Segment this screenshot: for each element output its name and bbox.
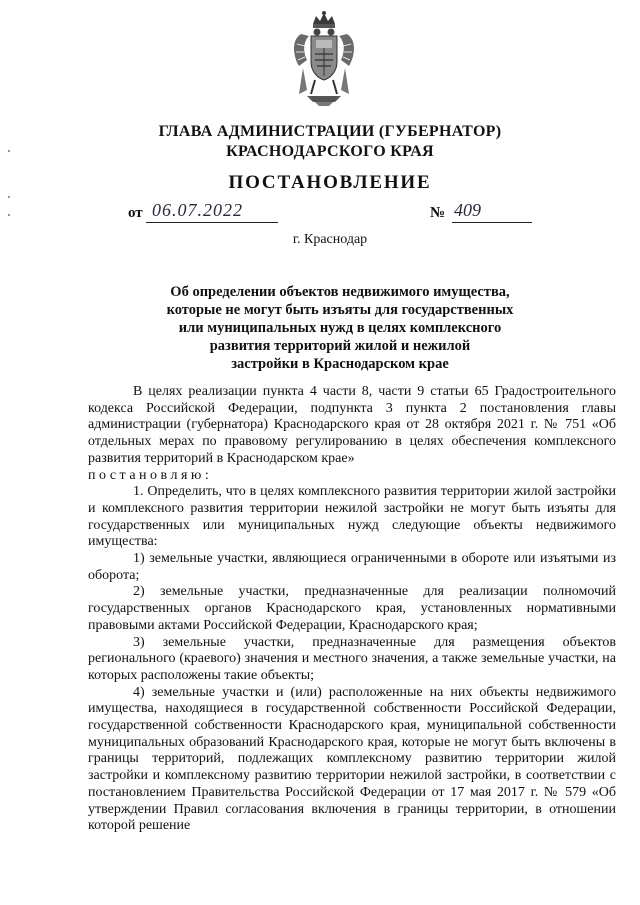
city-line: г. Краснодар — [292, 232, 368, 247]
scan-mark — [8, 196, 10, 198]
document-date: 06.07.2022 — [146, 200, 278, 223]
scan-mark — [8, 214, 10, 216]
scan-mark — [8, 150, 10, 152]
authority-line-2: КРАСНОДАРСКОГО КРАЯ — [226, 143, 434, 160]
coat-of-arms-emblem — [289, 10, 359, 108]
title-line: развития территорий жилой и нежилой — [209, 338, 471, 354]
subclause-3-paragraph: 3) земельные участки, предназначенные для размещения объектов регионального (краевого) значения и местного значения, а также земельные участки, на которых расположены такие объекты; — [88, 634, 616, 683]
subclause-2-paragraph: 2) земельные участки, предназначенные для реализации полномочий государственных органов Краснодарского края, установленных нормативными правовыми актами Российской Федерации, Краснодарского края; — [88, 584, 616, 633]
clause-1-paragraph: 1. Определить, что в целях комплексного развития территории жилой застройки и комплексного развития территории нежилой застройки не могут быть изъяты для государственных или муниципальных нужд следующие объекты недвижимого имущества: — [88, 484, 616, 550]
title-line: которые не могут быть изъяты для государственных — [166, 302, 514, 318]
subclause-1-paragraph: 1) земельные участки, являющиеся ограниченными в обороте или изъятыми из оборота; — [88, 551, 616, 583]
document-number: 409 — [452, 200, 532, 223]
authority-line-1: ГЛАВА АДМИНИСТРАЦИИ (ГУБЕРНАТОР) — [158, 123, 502, 140]
document-body — [88, 384, 616, 835]
number-prefix: № — [430, 205, 446, 221]
title-line: Об определении объектов недвижимого имущества, — [170, 284, 510, 300]
date-prefix: от — [128, 205, 143, 221]
document-title — [150, 283, 530, 373]
subclause-4-paragraph: 4) земельные участки и (или) расположенные на них объекты недвижимого имущества, находящиеся в государственной собственности Российской Федерации, государственной собственности Краснодарского края, муниципальной собственности муниципальных образований Краснодарского края, которые не могут быть включены в границы территорий, подлежащих комплексному развитию территории жилой застройки и комплексному развитию территории нежилой застройки, в соответствии с постановлением Правительства Российской Федерации от 17 мая 2017 г. № 579 «Об утверждении Правил согласования включения в границы территории, в отношении которой решение — [88, 684, 616, 834]
document-type: ПОСТАНОВЛЕНИЕ — [228, 172, 432, 193]
resolve-word: постановляю: — [88, 467, 213, 483]
issuing-authority — [0, 122, 640, 162]
title-line: или муниципальных нужд в целях комплексного — [178, 320, 502, 336]
preamble-paragraph: В целях реализации пункта 4 части 8, части 9 статьи 65 Градостроительного кодекса Российской Федерации, подпункта 3 пункта 2 постановления главы администрации (губернатора) Краснодарского края от 28 октября 2021 г. № 751 «Об отдельных мерах по правовому регулированию в целях обеспечения комплексного развития территорий в Краснодарском крае» — [88, 384, 616, 466]
title-line: застройки в Краснодарском крае — [231, 356, 449, 372]
